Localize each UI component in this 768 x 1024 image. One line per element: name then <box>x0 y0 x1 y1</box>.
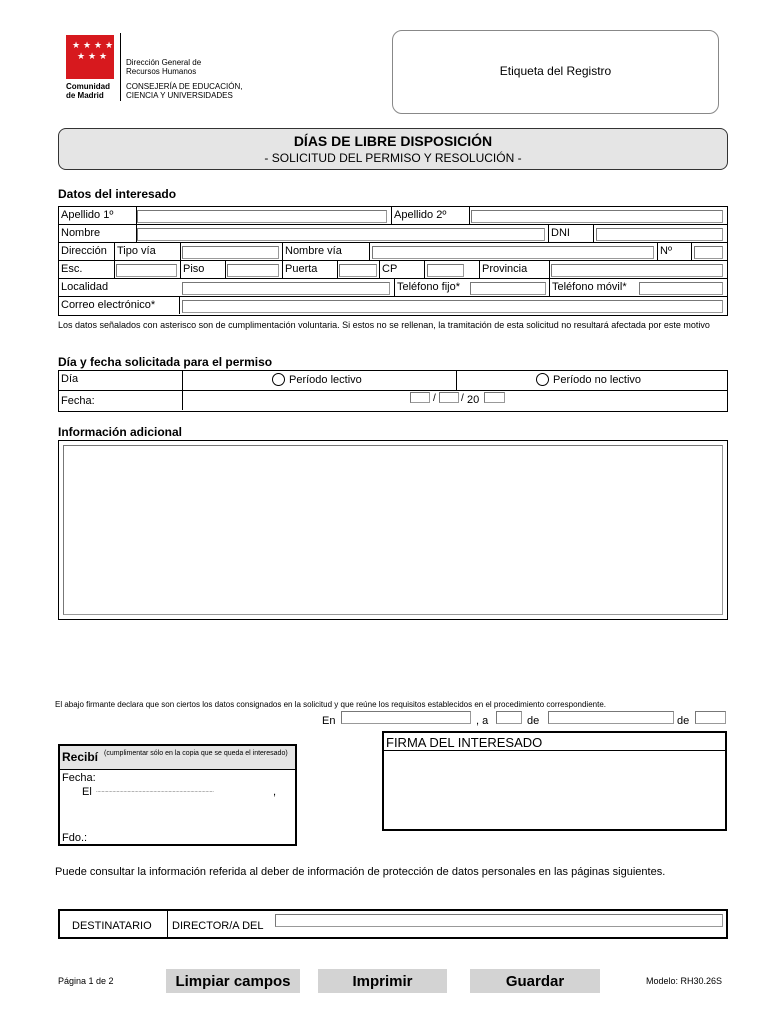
telefono-fijo-input[interactable] <box>470 282 546 295</box>
destinatario-input[interactable] <box>275 914 723 927</box>
tipo-via-input[interactable] <box>182 246 279 259</box>
label-cp: CP <box>379 261 424 278</box>
ministry-name: CONSEJERÍA DE EDUCACIÓN, CIENCIA Y UNIVERSIDADES <box>126 82 243 100</box>
date-separator: / <box>433 393 436 404</box>
print-button[interactable]: Imprimir <box>318 969 447 993</box>
radio-periodo-no-lectivo[interactable] <box>536 373 549 386</box>
radio-periodo-lectivo[interactable] <box>272 373 285 386</box>
puerta-input[interactable] <box>339 264 377 277</box>
esc-input[interactable] <box>116 264 177 277</box>
row-fecha <box>59 391 727 411</box>
label-dia: Día <box>61 373 79 385</box>
label-periodo-lectivo: Período lectivo <box>289 374 362 386</box>
logo-name: Comunidad de Madrid <box>66 82 110 100</box>
label-director: DIRECTOR/A DEL <box>172 920 264 932</box>
label-puerta: Puerta <box>282 261 337 278</box>
label-destinatario: DESTINATARIO <box>60 911 168 937</box>
correo-input[interactable] <box>182 300 723 313</box>
department-name: Dirección General de Recursos Humanos <box>126 58 202 76</box>
localidad-input[interactable] <box>182 282 390 295</box>
fecha-anio-input[interactable] <box>484 392 505 403</box>
registry-label-box <box>392 30 719 114</box>
label-provincia: Provincia <box>479 261 549 278</box>
label-esc: Esc. <box>61 263 83 275</box>
label-correo: Correo electrónico* <box>61 299 156 311</box>
cp-input[interactable] <box>427 264 464 277</box>
year-prefix: 20 <box>467 394 480 406</box>
label-dni: DNI <box>548 225 593 242</box>
registry-label: Etiqueta del Registro <box>499 64 612 78</box>
row-localidad <box>59 279 727 297</box>
recibi-header <box>60 746 295 770</box>
apellido1-input[interactable] <box>137 210 387 223</box>
label-nombre: Nombre <box>61 227 101 239</box>
label-localidad: Localidad <box>61 281 109 293</box>
form-title: DÍAS DE LIBRE DISPOSICIÓN <box>293 133 493 149</box>
nombre-input[interactable] <box>137 228 545 241</box>
recibi-comma: , <box>273 786 277 798</box>
label-tipo-via: Tipo vía <box>114 243 180 260</box>
label-piso: Piso <box>180 261 225 278</box>
telefono-movil-input[interactable] <box>639 282 723 295</box>
form-title-box <box>58 128 728 170</box>
fecha-mes-input[interactable] <box>439 392 459 403</box>
numero-input[interactable] <box>694 246 723 259</box>
label-direccion: Dirección <box>61 245 107 257</box>
provincia-input[interactable] <box>551 264 723 277</box>
mes-firma-input[interactable] <box>548 711 674 724</box>
label-a: , a <box>476 715 489 727</box>
firma-title: FIRMA DEL INTERESADO <box>384 733 725 751</box>
dni-input[interactable] <box>596 228 723 241</box>
nombre-via-input[interactable] <box>372 246 654 259</box>
clear-fields-button[interactable]: Limpiar campos <box>166 969 300 993</box>
data-protection-notice: Puede consultar la información referida al deber de información de protección de datos personales en las páginas siguientes. <box>55 866 666 878</box>
label-telefono-fijo: Teléfono fijo* <box>394 279 549 296</box>
anio-firma-input[interactable] <box>695 711 726 724</box>
info-adicional-box <box>58 440 728 620</box>
comunidad-madrid-logo: ★ ★ ★ ★ ★ ★ ★ <box>66 35 114 79</box>
date-separator: / <box>461 393 464 404</box>
label-numero: Nº <box>657 243 691 260</box>
logo-separator <box>120 33 121 101</box>
label-fecha: Fecha: <box>61 395 95 407</box>
info-adicional-textarea[interactable] <box>63 445 723 615</box>
firma-box <box>382 731 727 831</box>
recibi-fdo-label: Fdo.: <box>62 832 88 844</box>
lugar-input[interactable] <box>341 711 471 724</box>
label-en: En <box>322 715 336 727</box>
save-button[interactable]: Guardar <box>470 969 600 993</box>
apellido2-input[interactable] <box>471 210 723 223</box>
recibi-fecha-label: Fecha: <box>62 772 96 784</box>
dia-firma-input[interactable] <box>496 711 522 724</box>
section-title-permiso: Día y fecha solicitada para el permiso <box>58 355 273 369</box>
label-nombre-via: Nombre vía <box>282 243 369 260</box>
piso-input[interactable] <box>227 264 279 277</box>
label-de: de <box>677 715 690 727</box>
form-subtitle: - SOLICITUD DEL PERMISO Y RESOLUCIÓN - <box>264 151 522 165</box>
label-telefono-movil: Teléfono móvil* <box>549 279 727 296</box>
declaration-text: El abajo firmante declara que son ciertos los datos consignados en la solicitud y que reúne los requisitos establecidos en el procedimiento correspondiente. <box>55 700 606 709</box>
label-de: de <box>527 715 540 727</box>
fecha-dia-input[interactable] <box>410 392 430 403</box>
page-number: Página 1 de 2 <box>58 976 114 986</box>
section-title-info: Información adicional <box>58 425 183 439</box>
section-title-interesado: Datos del interesado <box>58 187 177 201</box>
label-apellido2: Apellido 2º <box>391 207 471 224</box>
voluntary-fields-note: Los datos señalados con asterisco son de cumplimentación voluntaria. Si estos no se rellenan, la tramitación de esta solicitud no resultará afectada por este motivo <box>58 320 710 330</box>
recibi-note: (cumplimentar sólo en la copia que se queda el interesado) <box>104 750 288 757</box>
recibi-el-label: El <box>82 786 92 798</box>
recibi-title: Recibí <box>62 750 99 764</box>
recibi-box <box>58 744 297 846</box>
model-number: Modelo: RH30.26S <box>646 976 723 986</box>
label-periodo-no-lectivo: Período no lectivo <box>553 374 642 386</box>
label-apellido1: Apellido 1º <box>61 209 114 221</box>
recibi-dotted-line: ...................................................................................... <box>96 788 214 794</box>
